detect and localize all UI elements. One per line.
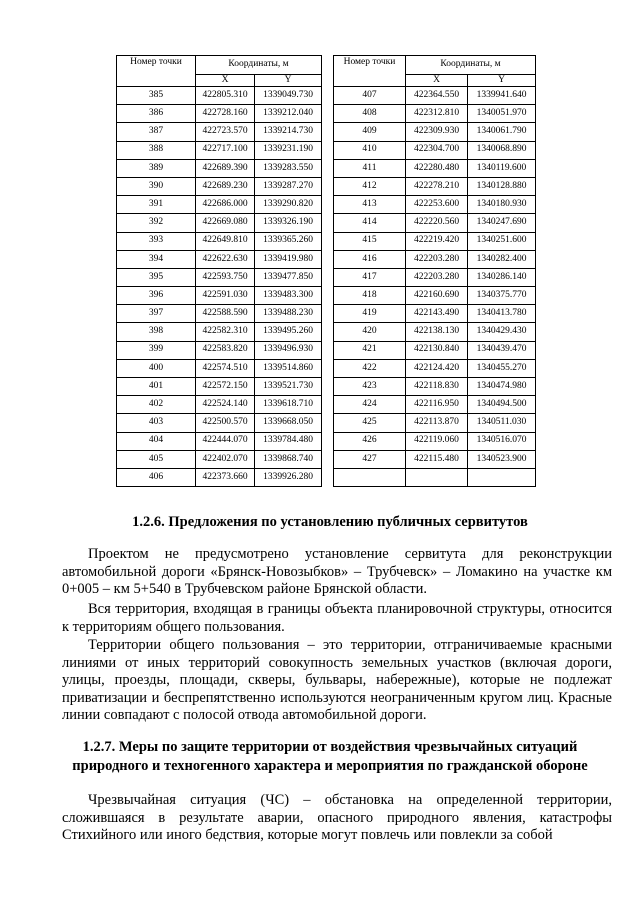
cell-y: 1339941.640 bbox=[468, 87, 536, 105]
cell-point-number: 423 bbox=[334, 378, 406, 396]
cell-x: 422220.560 bbox=[406, 214, 468, 232]
cell-y: 1339287.270 bbox=[255, 177, 322, 195]
table-row bbox=[117, 414, 322, 432]
cell-point-number: 387 bbox=[117, 123, 196, 141]
table-row bbox=[334, 468, 536, 486]
cell-point-number: 385 bbox=[117, 87, 196, 105]
cell-point-number: 417 bbox=[334, 268, 406, 286]
table-row bbox=[334, 305, 536, 323]
cell-point-number: 403 bbox=[117, 414, 196, 432]
cell-point-number: 398 bbox=[117, 323, 196, 341]
table-row bbox=[117, 432, 322, 450]
cell-x: 422143.490 bbox=[406, 305, 468, 323]
table-row bbox=[117, 450, 322, 468]
header-point-number: Номер точки bbox=[117, 56, 196, 87]
cell-y: 1340119.600 bbox=[468, 159, 536, 177]
cell-y: 1340523.900 bbox=[468, 450, 536, 468]
cell-x: 422219.420 bbox=[406, 232, 468, 250]
table-row bbox=[334, 359, 536, 377]
header-x: X bbox=[196, 75, 255, 87]
cell-y: 1339477.850 bbox=[255, 268, 322, 286]
cell-y: 1340286.140 bbox=[468, 268, 536, 286]
cell-y: 1340061.790 bbox=[468, 123, 536, 141]
table-row bbox=[117, 287, 322, 305]
cell-x: 422138.130 bbox=[406, 323, 468, 341]
cell-point-number: 396 bbox=[117, 287, 196, 305]
table-row bbox=[334, 123, 536, 141]
table-row bbox=[117, 232, 322, 250]
cell-y: 1340051.970 bbox=[468, 105, 536, 123]
table-row bbox=[334, 396, 536, 414]
cell-point-number: 386 bbox=[117, 105, 196, 123]
cell-y: 1339483.300 bbox=[255, 287, 322, 305]
cell-point-number: 407 bbox=[334, 87, 406, 105]
cell-point-number: 424 bbox=[334, 396, 406, 414]
paragraph-territory-scope: Вся территория, входящая в границы объекта планировочной структуры, относится к территориям общего пользования. bbox=[62, 601, 612, 635]
cell-y: 1340180.930 bbox=[468, 196, 536, 214]
cell-point-number: 390 bbox=[117, 177, 196, 195]
cell-x: 422115.480 bbox=[406, 450, 468, 468]
cell-point-number: 409 bbox=[334, 123, 406, 141]
cell-x: 422304.700 bbox=[406, 141, 468, 159]
cell-y: 1339283.550 bbox=[255, 159, 322, 177]
coordinates-table-right bbox=[333, 55, 536, 487]
cell-point-number: 404 bbox=[117, 432, 196, 450]
table-row bbox=[334, 214, 536, 232]
cell-x: 422119.060 bbox=[406, 432, 468, 450]
table-row bbox=[117, 396, 322, 414]
cell-x: 422444.070 bbox=[196, 432, 255, 450]
table-row bbox=[117, 341, 322, 359]
cell-y: 1340429.430 bbox=[468, 323, 536, 341]
header-y: Y bbox=[468, 75, 536, 87]
cell-point-number: 397 bbox=[117, 305, 196, 323]
cell-y: 1340511.030 bbox=[468, 414, 536, 432]
cell-y: 1340128.880 bbox=[468, 177, 536, 195]
cell-y: 1339521.730 bbox=[255, 378, 322, 396]
cell-point-number: 392 bbox=[117, 214, 196, 232]
cell-y: 1339419.980 bbox=[255, 250, 322, 268]
cell-y: 1339231.190 bbox=[255, 141, 322, 159]
cell-x: 422500.570 bbox=[196, 414, 255, 432]
cell-point-number bbox=[334, 468, 406, 486]
cell-y: 1339212.040 bbox=[255, 105, 322, 123]
cell-y: 1339488.230 bbox=[255, 305, 322, 323]
cell-y: 1339495.260 bbox=[255, 323, 322, 341]
cell-point-number: 395 bbox=[117, 268, 196, 286]
paragraph-public-territories: Территории общего пользования – это территории, отграничиваемые красными линиями от иных территорий совокупность земельных участков (включая дороги, улицы, проезды, площади, скверы, бульвары, набережные), которые не подлежат приватизации и беспрепятственно используются неограниченным кругом лиц. Красные линии совпадают с полосой отвода автомобильной дороги. bbox=[62, 637, 612, 723]
table-row bbox=[334, 287, 536, 305]
cell-point-number: 418 bbox=[334, 287, 406, 305]
table-row bbox=[334, 250, 536, 268]
cell-y: 1339784.480 bbox=[255, 432, 322, 450]
header-coordinates: Координаты, м bbox=[406, 56, 536, 75]
cell-point-number: 389 bbox=[117, 159, 196, 177]
cell-y: 1340439.470 bbox=[468, 341, 536, 359]
cell-x: 422723.570 bbox=[196, 123, 255, 141]
cell-x: 422203.280 bbox=[406, 268, 468, 286]
cell-x: 422116.950 bbox=[406, 396, 468, 414]
cell-y: 1340474.980 bbox=[468, 378, 536, 396]
cell-x: 422309.930 bbox=[406, 123, 468, 141]
cell-x bbox=[406, 468, 468, 486]
table-row bbox=[117, 141, 322, 159]
cell-point-number: 419 bbox=[334, 305, 406, 323]
cell-point-number: 420 bbox=[334, 323, 406, 341]
cell-point-number: 422 bbox=[334, 359, 406, 377]
cell-point-number: 391 bbox=[117, 196, 196, 214]
cell-x: 422113.870 bbox=[406, 414, 468, 432]
table-row bbox=[117, 378, 322, 396]
table-row bbox=[117, 87, 322, 105]
table-row bbox=[334, 450, 536, 468]
cell-y: 1340516.070 bbox=[468, 432, 536, 450]
cell-x: 422582.310 bbox=[196, 323, 255, 341]
cell-point-number: 408 bbox=[334, 105, 406, 123]
cell-x: 422622.630 bbox=[196, 250, 255, 268]
cell-y: 1340375.770 bbox=[468, 287, 536, 305]
cell-point-number: 421 bbox=[334, 341, 406, 359]
cell-point-number: 401 bbox=[117, 378, 196, 396]
cell-point-number: 410 bbox=[334, 141, 406, 159]
table-row bbox=[334, 177, 536, 195]
cell-x: 422583.820 bbox=[196, 341, 255, 359]
cell-y: 1339290.820 bbox=[255, 196, 322, 214]
table-row bbox=[334, 232, 536, 250]
cell-point-number: 414 bbox=[334, 214, 406, 232]
cell-y: 1340068.890 bbox=[468, 141, 536, 159]
cell-y: 1340251.600 bbox=[468, 232, 536, 250]
table-row bbox=[117, 305, 322, 323]
section-heading-servitudes: 1.2.6. Предложения по установлению публичных сервитутов bbox=[132, 514, 528, 530]
table-row bbox=[334, 378, 536, 396]
table-row bbox=[117, 177, 322, 195]
cell-x: 422312.810 bbox=[406, 105, 468, 123]
cell-x: 422689.230 bbox=[196, 177, 255, 195]
cell-x: 422574.510 bbox=[196, 359, 255, 377]
cell-y: 1339926.280 bbox=[255, 468, 322, 486]
cell-y: 1340455.270 bbox=[468, 359, 536, 377]
cell-point-number: 394 bbox=[117, 250, 196, 268]
section-heading-emergency-protection: 1.2.7. Меры по защите территории от воздействия чрезвычайных ситуаций природного и техногенного характера и мероприятия по гражданской обороне bbox=[72, 739, 588, 774]
cell-y: 1340282.400 bbox=[468, 250, 536, 268]
cell-y: 1339868.740 bbox=[255, 450, 322, 468]
cell-point-number: 413 bbox=[334, 196, 406, 214]
table-row bbox=[334, 159, 536, 177]
cell-point-number: 416 bbox=[334, 250, 406, 268]
cell-point-number: 402 bbox=[117, 396, 196, 414]
cell-x: 422253.600 bbox=[406, 196, 468, 214]
table-row bbox=[117, 468, 322, 486]
table-row bbox=[117, 196, 322, 214]
coordinates-table-left bbox=[116, 55, 322, 487]
cell-y: 1339365.260 bbox=[255, 232, 322, 250]
cell-x: 422402.070 bbox=[196, 450, 255, 468]
header-coordinates: Координаты, м bbox=[196, 56, 322, 75]
cell-y: 1339049.730 bbox=[255, 87, 322, 105]
table-row bbox=[117, 268, 322, 286]
table-row bbox=[117, 214, 322, 232]
cell-y: 1340494.500 bbox=[468, 396, 536, 414]
table-row bbox=[117, 159, 322, 177]
paragraph-servitude-project: Проектом не предусмотрено установление сервитута для реконструкции автомобильной дороги «Брянск-Новозыбков» – Трубчевск» – Ломакино на участке км 0+005 – км 5+540 в Трубчевском районе Брянской области. bbox=[62, 546, 612, 597]
table-row bbox=[334, 105, 536, 123]
cell-x: 422160.690 bbox=[406, 287, 468, 305]
cell-x: 422805.310 bbox=[196, 87, 255, 105]
cell-x: 422118.830 bbox=[406, 378, 468, 396]
cell-point-number: 411 bbox=[334, 159, 406, 177]
cell-x: 422572.150 bbox=[196, 378, 255, 396]
cell-x: 422524.140 bbox=[196, 396, 255, 414]
cell-x: 422278.210 bbox=[406, 177, 468, 195]
table-row bbox=[334, 341, 536, 359]
table-row bbox=[334, 196, 536, 214]
cell-x: 422686.000 bbox=[196, 196, 255, 214]
table-row bbox=[334, 323, 536, 341]
cell-point-number: 412 bbox=[334, 177, 406, 195]
cell-x: 422689.390 bbox=[196, 159, 255, 177]
cell-x: 422203.280 bbox=[406, 250, 468, 268]
cell-point-number: 405 bbox=[117, 450, 196, 468]
cell-x: 422669.080 bbox=[196, 214, 255, 232]
cell-y: 1339668.050 bbox=[255, 414, 322, 432]
table-row bbox=[334, 432, 536, 450]
cell-y bbox=[468, 468, 536, 486]
header-x: X bbox=[406, 75, 468, 87]
cell-x: 422364.550 bbox=[406, 87, 468, 105]
cell-x: 422649.810 bbox=[196, 232, 255, 250]
table-row bbox=[117, 359, 322, 377]
table-row bbox=[117, 105, 322, 123]
header-point-number: Номер точки bbox=[334, 56, 406, 87]
cell-y: 1339214.730 bbox=[255, 123, 322, 141]
cell-y: 1340247.690 bbox=[468, 214, 536, 232]
cell-point-number: 388 bbox=[117, 141, 196, 159]
cell-point-number: 426 bbox=[334, 432, 406, 450]
cell-point-number: 415 bbox=[334, 232, 406, 250]
cell-x: 422593.750 bbox=[196, 268, 255, 286]
header-y: Y bbox=[255, 75, 322, 87]
cell-x: 422728.160 bbox=[196, 105, 255, 123]
paragraph-emergency-definition: Чрезвычайная ситуация (ЧС) – обстановка на определенной территории, сложившаяся в результате аварии, опасного природного явления, катастрофы Стихийного или иного бедствия, которые могут повлечь или повлекли за собой bbox=[62, 792, 612, 843]
cell-x: 422591.030 bbox=[196, 287, 255, 305]
cell-point-number: 425 bbox=[334, 414, 406, 432]
cell-x: 422280.480 bbox=[406, 159, 468, 177]
cell-x: 422588.590 bbox=[196, 305, 255, 323]
table-row bbox=[334, 141, 536, 159]
cell-point-number: 399 bbox=[117, 341, 196, 359]
cell-x: 422124.420 bbox=[406, 359, 468, 377]
table-row bbox=[334, 87, 536, 105]
cell-y: 1339496.930 bbox=[255, 341, 322, 359]
table-row bbox=[117, 123, 322, 141]
cell-y: 1339326.190 bbox=[255, 214, 322, 232]
cell-x: 422130.840 bbox=[406, 341, 468, 359]
table-row bbox=[334, 268, 536, 286]
table-row bbox=[117, 250, 322, 268]
cell-y: 1339514.860 bbox=[255, 359, 322, 377]
table-row bbox=[117, 323, 322, 341]
cell-point-number: 393 bbox=[117, 232, 196, 250]
cell-y: 1339618.710 bbox=[255, 396, 322, 414]
cell-x: 422373.660 bbox=[196, 468, 255, 486]
cell-x: 422717.100 bbox=[196, 141, 255, 159]
cell-y: 1340413.780 bbox=[468, 305, 536, 323]
cell-point-number: 400 bbox=[117, 359, 196, 377]
cell-point-number: 406 bbox=[117, 468, 196, 486]
table-row bbox=[334, 414, 536, 432]
cell-point-number: 427 bbox=[334, 450, 406, 468]
